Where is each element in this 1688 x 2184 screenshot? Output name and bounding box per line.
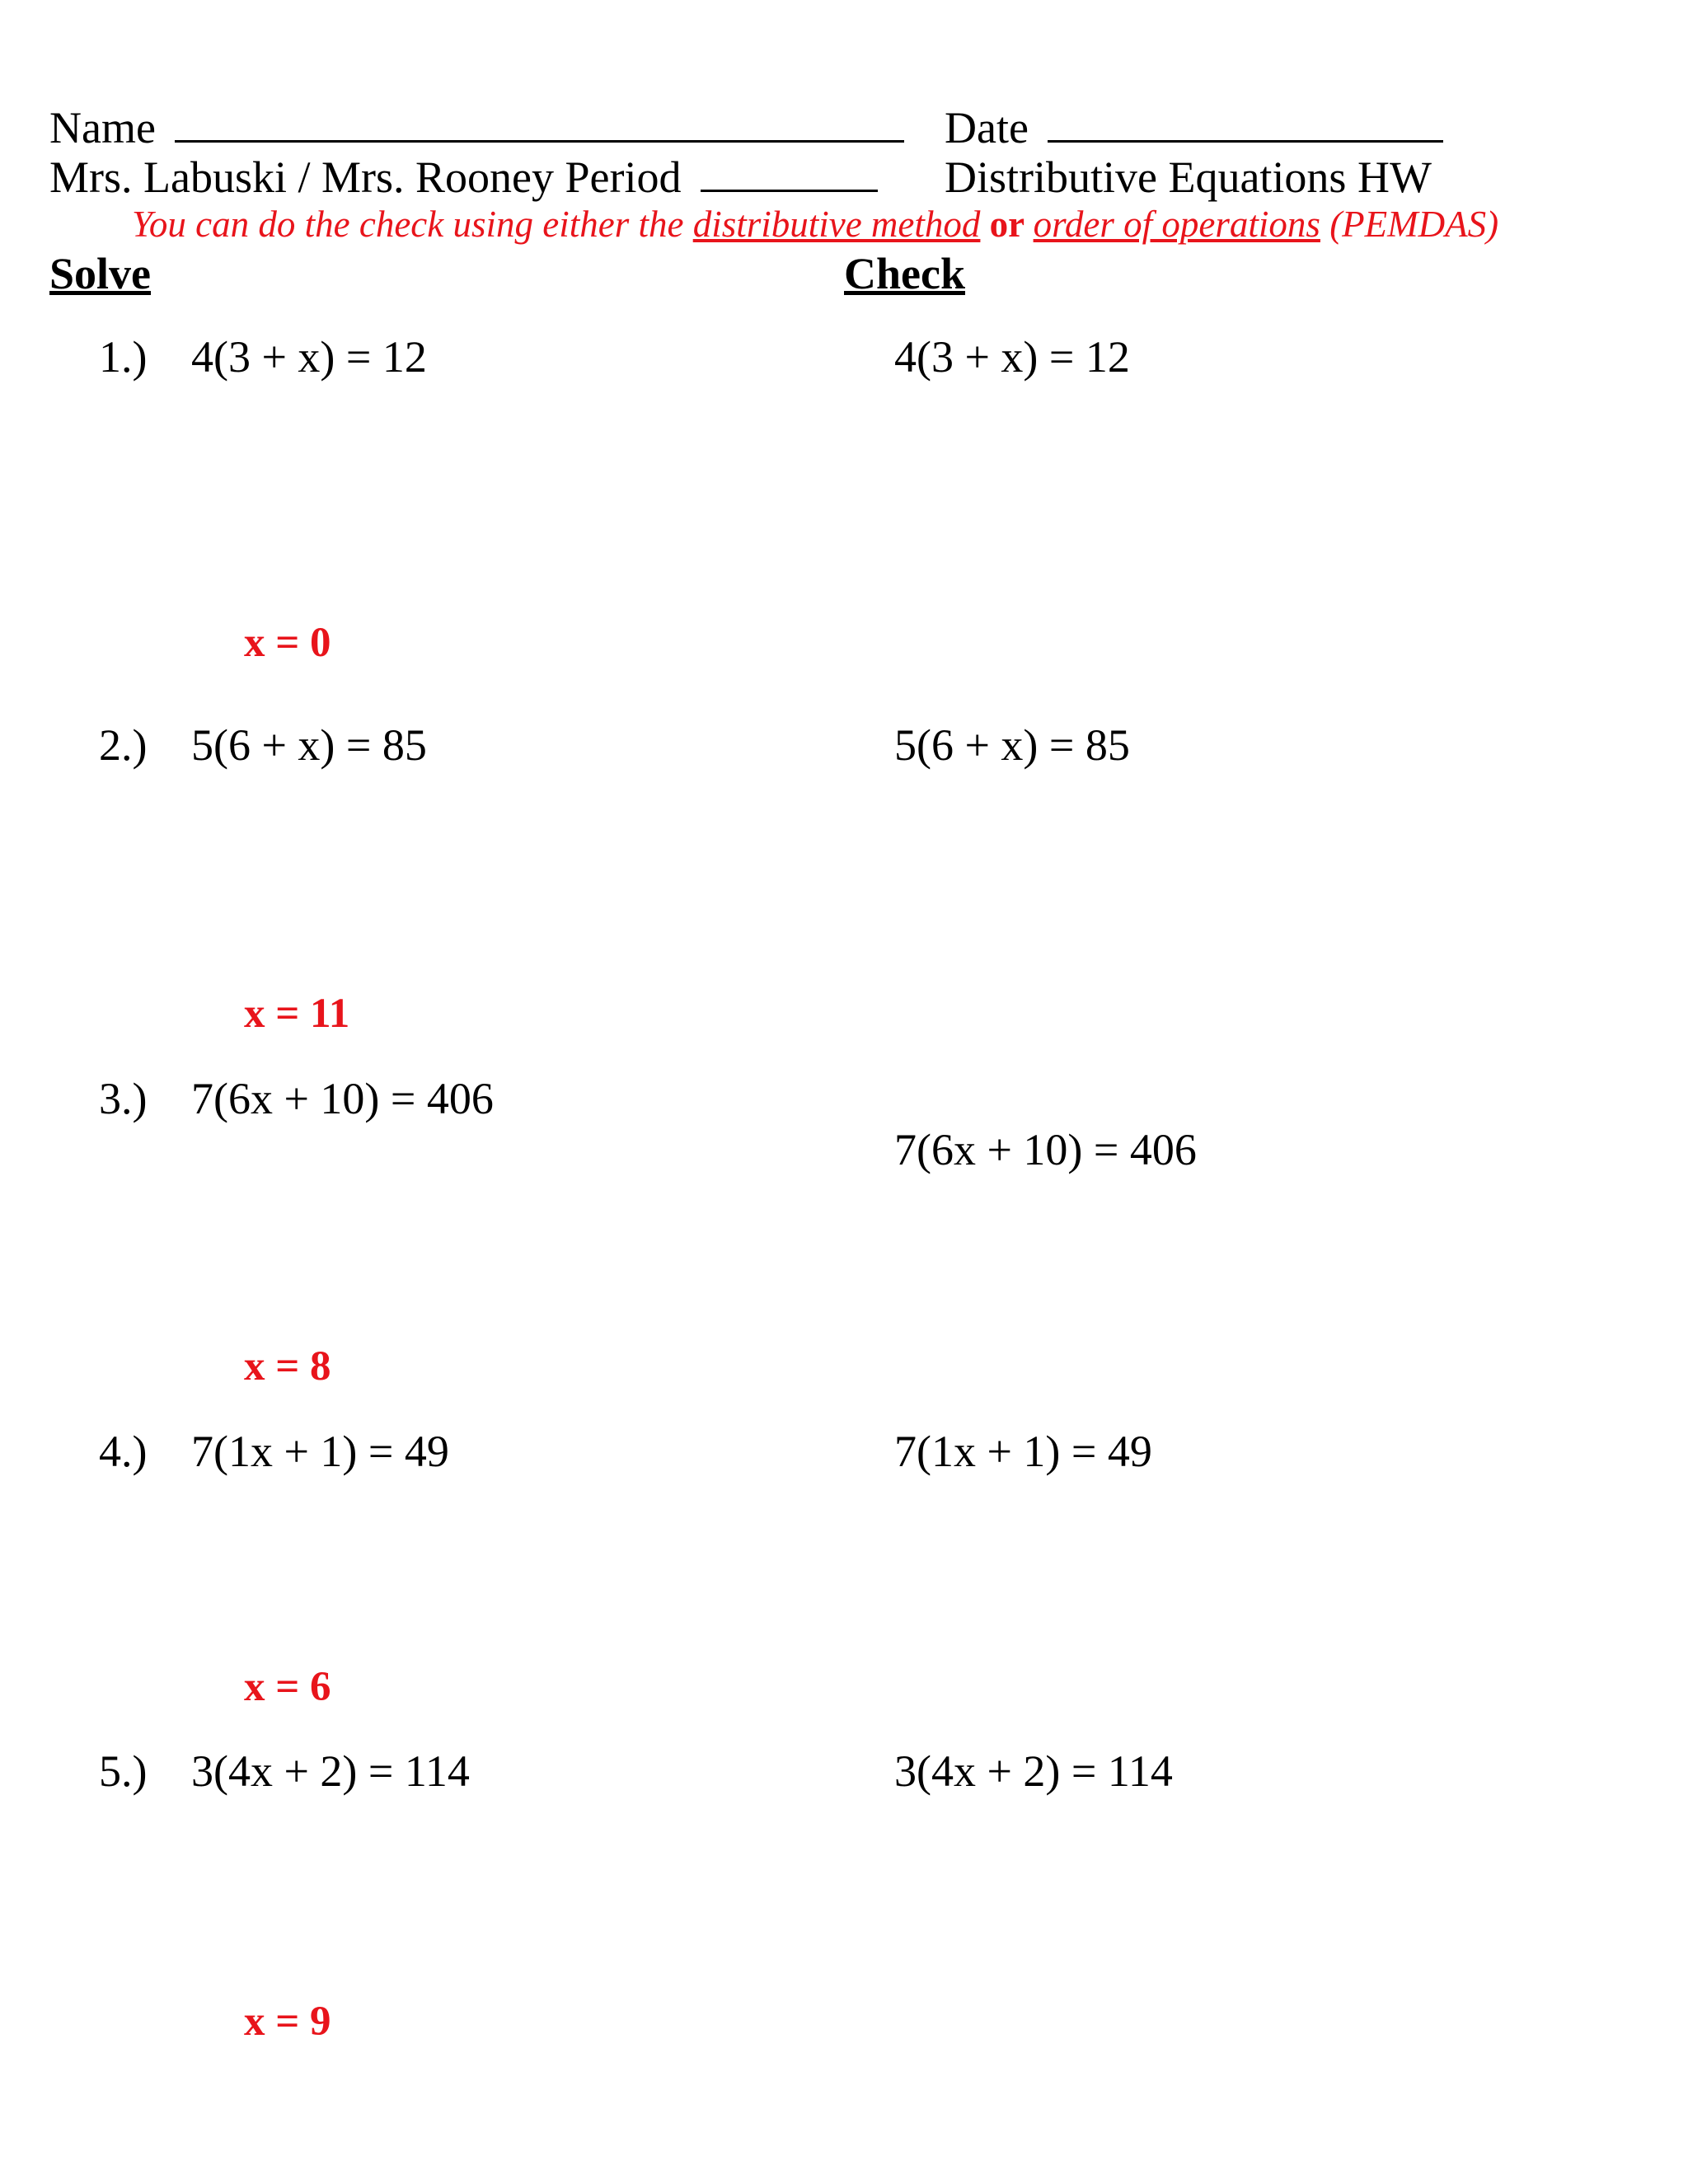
problem-5 — [99, 1746, 470, 1796]
instruction-order-of-operations: order of operations — [1033, 204, 1320, 245]
check-4: 7(1x + 1) = 49 — [894, 1427, 1152, 1476]
check-5: 3(4x + 2) = 114 — [894, 1746, 1173, 1796]
name-line — [49, 105, 904, 150]
problem-equation: 4(3 + x) = 12 — [191, 332, 427, 382]
instruction-distributive-method: distributive method — [692, 204, 981, 245]
instruction-or: or — [980, 204, 1034, 245]
problem-3 — [99, 1076, 494, 1121]
problem-number: 5.) — [99, 1746, 148, 1796]
answer-3: x = 8 — [244, 1343, 331, 1390]
problem-1 — [99, 332, 427, 382]
solve-heading: Solve — [49, 249, 152, 298]
problem-number: 1.) — [99, 332, 148, 382]
problem-equation: 7(6x + 10) = 406 — [191, 1074, 494, 1123]
worksheet-title: Distributive Equations HW — [945, 152, 1432, 202]
answer-4: x = 6 — [244, 1664, 331, 1710]
problem-number: 3.) — [99, 1074, 148, 1123]
problem-number: 4.) — [99, 1427, 148, 1476]
problem-equation: 3(4x + 2) = 114 — [191, 1746, 470, 1796]
problem-equation: 5(6 + x) = 85 — [191, 720, 427, 770]
date-blank — [1048, 107, 1443, 143]
problem-number: 2.) — [99, 720, 148, 770]
check-2: 5(6 + x) = 85 — [894, 720, 1130, 770]
period-blank — [701, 157, 878, 192]
check-3: 7(6x + 10) = 406 — [894, 1125, 1197, 1174]
check-1: 4(3 + x) = 12 — [894, 332, 1130, 382]
instruction-suffix: (PEMDAS) — [1320, 204, 1499, 245]
teachers-period-line — [49, 152, 878, 202]
check-heading: Check — [844, 249, 965, 298]
teachers-period-label: Mrs. Labuski / Mrs. Rooney Period — [49, 152, 682, 202]
name-blank — [175, 107, 904, 143]
problem-equation: 7(1x + 1) = 49 — [191, 1427, 449, 1476]
date-label: Date — [945, 103, 1029, 152]
answer-1: x = 0 — [244, 620, 331, 666]
date-line — [945, 105, 1443, 150]
check-instruction — [132, 206, 1498, 243]
answer-2: x = 11 — [244, 991, 350, 1037]
name-label: Name — [49, 103, 156, 152]
problem-2 — [99, 720, 427, 770]
instruction-prefix: You can do the check using either the — [132, 204, 693, 245]
problem-4 — [99, 1429, 449, 1474]
answer-5: x = 9 — [244, 1999, 331, 2045]
